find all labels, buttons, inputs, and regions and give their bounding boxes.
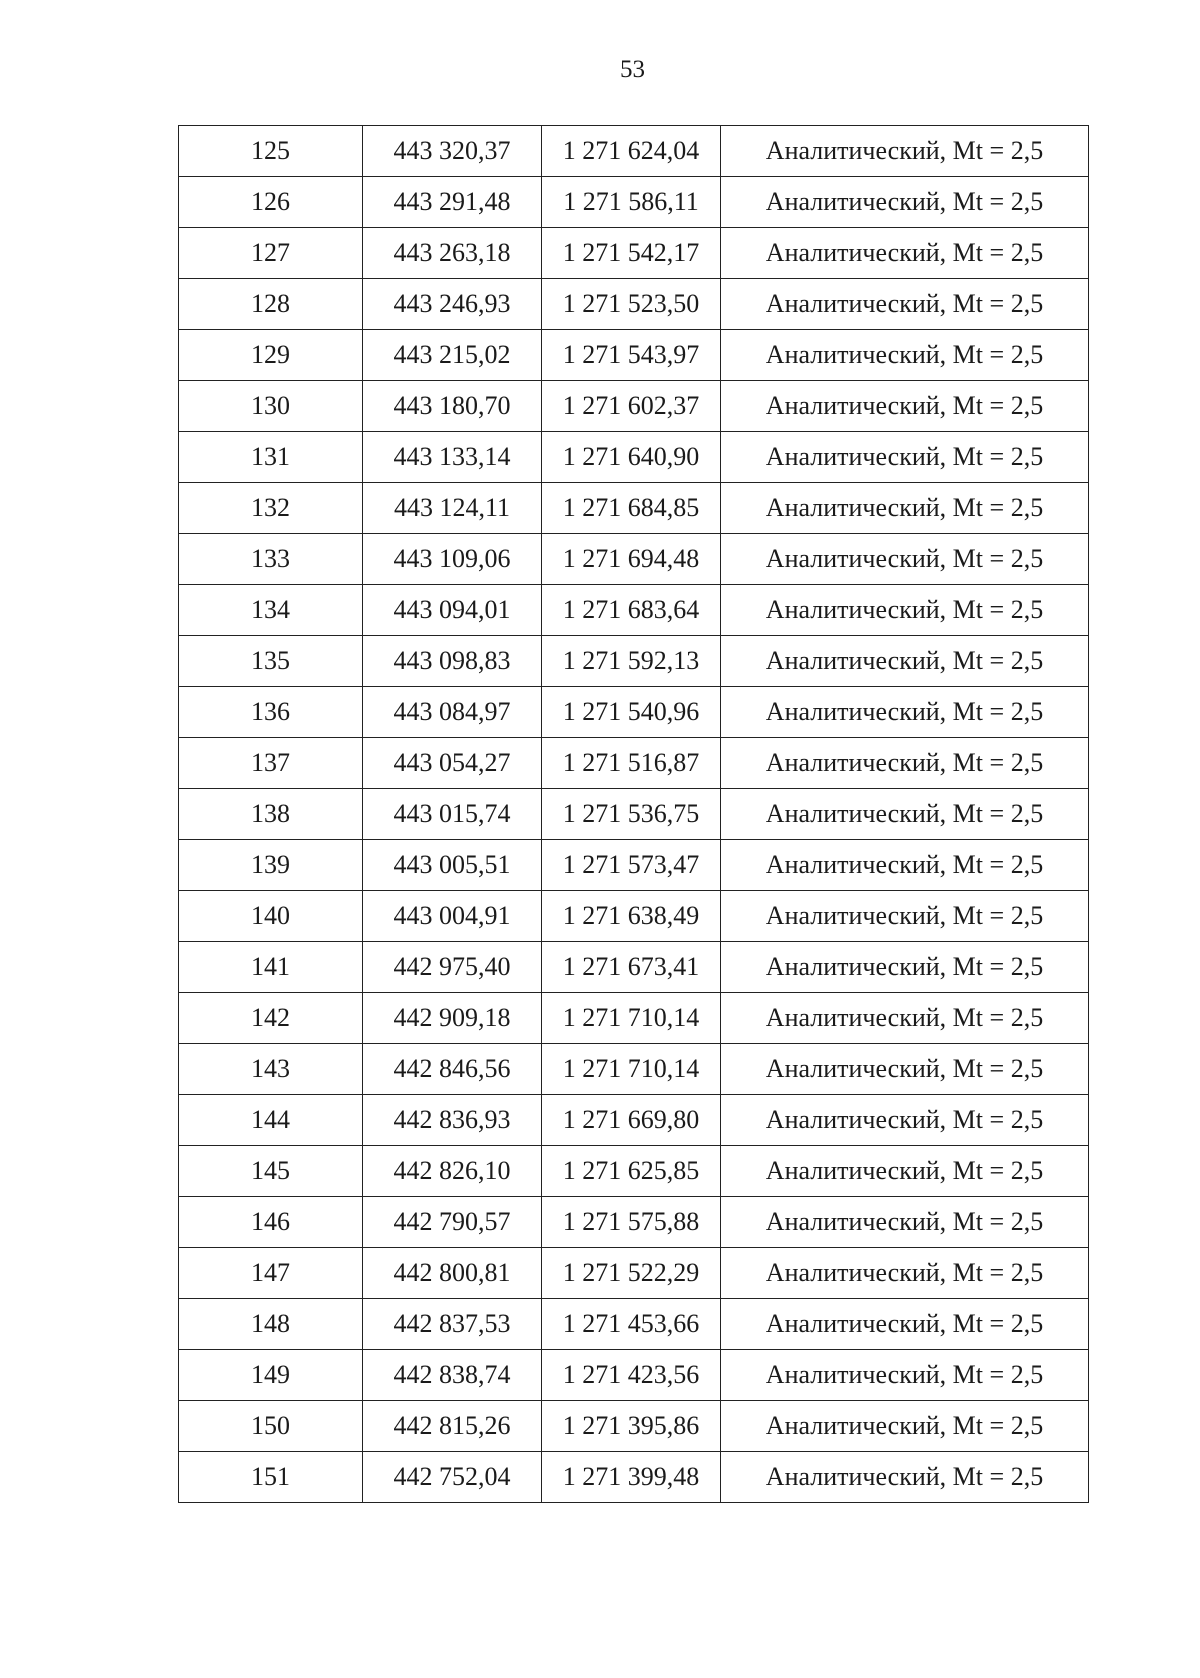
- table-row: [179, 177, 1089, 228]
- method-cell: Аналитический, Mt = 2,5: [721, 177, 1089, 228]
- table-row: [179, 432, 1089, 483]
- method-cell: Аналитический, Mt = 2,5: [721, 789, 1089, 840]
- point-number-cell: 134: [179, 585, 363, 636]
- method-cell: Аналитический, Mt = 2,5: [721, 483, 1089, 534]
- point-number-cell: 131: [179, 432, 363, 483]
- point-number-cell: 133: [179, 534, 363, 585]
- method-cell: Аналитический, Mt = 2,5: [721, 534, 1089, 585]
- table-row: [179, 942, 1089, 993]
- x-coordinate-cell: 443 094,01: [363, 585, 542, 636]
- x-coordinate-cell: 443 263,18: [363, 228, 542, 279]
- table-row: [179, 534, 1089, 585]
- method-cell: Аналитический, Mt = 2,5: [721, 228, 1089, 279]
- x-coordinate-cell: 443 005,51: [363, 840, 542, 891]
- x-coordinate-cell: 443 098,83: [363, 636, 542, 687]
- table-row: [179, 891, 1089, 942]
- point-number-cell: 143: [179, 1044, 363, 1095]
- point-number-cell: 126: [179, 177, 363, 228]
- x-coordinate-cell: 443 320,37: [363, 126, 542, 177]
- y-coordinate-cell: 1 271 423,56: [542, 1350, 721, 1401]
- method-cell: Аналитический, Mt = 2,5: [721, 1146, 1089, 1197]
- x-coordinate-cell: 443 124,11: [363, 483, 542, 534]
- x-coordinate-cell: 442 826,10: [363, 1146, 542, 1197]
- y-coordinate-cell: 1 271 669,80: [542, 1095, 721, 1146]
- y-coordinate-cell: 1 271 522,29: [542, 1248, 721, 1299]
- x-coordinate-cell: 442 800,81: [363, 1248, 542, 1299]
- method-cell: Аналитический, Mt = 2,5: [721, 993, 1089, 1044]
- y-coordinate-cell: 1 271 602,37: [542, 381, 721, 432]
- point-number-cell: 135: [179, 636, 363, 687]
- x-coordinate-cell: 443 291,48: [363, 177, 542, 228]
- method-cell: Аналитический, Mt = 2,5: [721, 126, 1089, 177]
- method-cell: Аналитический, Mt = 2,5: [721, 585, 1089, 636]
- y-coordinate-cell: 1 271 624,04: [542, 126, 721, 177]
- y-coordinate-cell: 1 271 592,13: [542, 636, 721, 687]
- x-coordinate-cell: 442 837,53: [363, 1299, 542, 1350]
- y-coordinate-cell: 1 271 536,75: [542, 789, 721, 840]
- point-number-cell: 142: [179, 993, 363, 1044]
- x-coordinate-cell: 442 975,40: [363, 942, 542, 993]
- coordinates-table: [178, 125, 1089, 1503]
- table-row: [179, 483, 1089, 534]
- method-cell: Аналитический, Mt = 2,5: [721, 381, 1089, 432]
- method-cell: Аналитический, Mt = 2,5: [721, 1401, 1089, 1452]
- table-row: [179, 636, 1089, 687]
- x-coordinate-cell: 443 054,27: [363, 738, 542, 789]
- y-coordinate-cell: 1 271 399,48: [542, 1452, 721, 1503]
- page-number: 53: [620, 56, 645, 83]
- table-row: [179, 1350, 1089, 1401]
- table-row: [179, 1146, 1089, 1197]
- point-number-cell: 129: [179, 330, 363, 381]
- method-cell: Аналитический, Mt = 2,5: [721, 891, 1089, 942]
- method-cell: Аналитический, Mt = 2,5: [721, 738, 1089, 789]
- method-cell: Аналитический, Mt = 2,5: [721, 279, 1089, 330]
- x-coordinate-cell: 443 215,02: [363, 330, 542, 381]
- table-row: [179, 789, 1089, 840]
- y-coordinate-cell: 1 271 710,14: [542, 1044, 721, 1095]
- table-row: [179, 1095, 1089, 1146]
- point-number-cell: 140: [179, 891, 363, 942]
- point-number-cell: 137: [179, 738, 363, 789]
- point-number-cell: 146: [179, 1197, 363, 1248]
- y-coordinate-cell: 1 271 543,97: [542, 330, 721, 381]
- method-cell: Аналитический, Mt = 2,5: [721, 942, 1089, 993]
- table-row: [179, 381, 1089, 432]
- table-body: [179, 126, 1089, 1503]
- table-row: [179, 1197, 1089, 1248]
- point-number-cell: 138: [179, 789, 363, 840]
- y-coordinate-cell: 1 271 573,47: [542, 840, 721, 891]
- y-coordinate-cell: 1 271 516,87: [542, 738, 721, 789]
- table-row: [179, 687, 1089, 738]
- point-number-cell: 151: [179, 1452, 363, 1503]
- table-row: [179, 126, 1089, 177]
- point-number-cell: 141: [179, 942, 363, 993]
- point-number-cell: 149: [179, 1350, 363, 1401]
- x-coordinate-cell: 443 246,93: [363, 279, 542, 330]
- y-coordinate-cell: 1 271 395,86: [542, 1401, 721, 1452]
- method-cell: Аналитический, Mt = 2,5: [721, 1197, 1089, 1248]
- y-coordinate-cell: 1 271 683,64: [542, 585, 721, 636]
- method-cell: Аналитический, Mt = 2,5: [721, 1095, 1089, 1146]
- point-number-cell: 144: [179, 1095, 363, 1146]
- point-number-cell: 136: [179, 687, 363, 738]
- method-cell: Аналитический, Mt = 2,5: [721, 1248, 1089, 1299]
- table-row: [179, 1044, 1089, 1095]
- x-coordinate-cell: 443 133,14: [363, 432, 542, 483]
- point-number-cell: 132: [179, 483, 363, 534]
- y-coordinate-cell: 1 271 523,50: [542, 279, 721, 330]
- y-coordinate-cell: 1 271 575,88: [542, 1197, 721, 1248]
- x-coordinate-cell: 443 109,06: [363, 534, 542, 585]
- x-coordinate-cell: 443 084,97: [363, 687, 542, 738]
- table-row: [179, 738, 1089, 789]
- x-coordinate-cell: 443 015,74: [363, 789, 542, 840]
- table-row: [179, 1401, 1089, 1452]
- point-number-cell: 145: [179, 1146, 363, 1197]
- x-coordinate-cell: 442 846,56: [363, 1044, 542, 1095]
- method-cell: Аналитический, Mt = 2,5: [721, 1350, 1089, 1401]
- x-coordinate-cell: 443 004,91: [363, 891, 542, 942]
- point-number-cell: 150: [179, 1401, 363, 1452]
- y-coordinate-cell: 1 271 638,49: [542, 891, 721, 942]
- method-cell: Аналитический, Mt = 2,5: [721, 636, 1089, 687]
- y-coordinate-cell: 1 271 684,85: [542, 483, 721, 534]
- x-coordinate-cell: 443 180,70: [363, 381, 542, 432]
- x-coordinate-cell: 442 836,93: [363, 1095, 542, 1146]
- point-number-cell: 147: [179, 1248, 363, 1299]
- x-coordinate-cell: 442 838,74: [363, 1350, 542, 1401]
- table-row: [179, 840, 1089, 891]
- x-coordinate-cell: 442 815,26: [363, 1401, 542, 1452]
- x-coordinate-cell: 442 790,57: [363, 1197, 542, 1248]
- y-coordinate-cell: 1 271 625,85: [542, 1146, 721, 1197]
- table-row: [179, 993, 1089, 1044]
- point-number-cell: 125: [179, 126, 363, 177]
- point-number-cell: 139: [179, 840, 363, 891]
- method-cell: Аналитический, Mt = 2,5: [721, 330, 1089, 381]
- point-number-cell: 148: [179, 1299, 363, 1350]
- table-row: [179, 1299, 1089, 1350]
- y-coordinate-cell: 1 271 710,14: [542, 993, 721, 1044]
- y-coordinate-cell: 1 271 640,90: [542, 432, 721, 483]
- method-cell: Аналитический, Mt = 2,5: [721, 432, 1089, 483]
- y-coordinate-cell: 1 271 542,17: [542, 228, 721, 279]
- y-coordinate-cell: 1 271 540,96: [542, 687, 721, 738]
- point-number-cell: 127: [179, 228, 363, 279]
- method-cell: Аналитический, Mt = 2,5: [721, 1299, 1089, 1350]
- method-cell: Аналитический, Mt = 2,5: [721, 687, 1089, 738]
- method-cell: Аналитический, Mt = 2,5: [721, 840, 1089, 891]
- point-number-cell: 130: [179, 381, 363, 432]
- x-coordinate-cell: 442 752,04: [363, 1452, 542, 1503]
- y-coordinate-cell: 1 271 694,48: [542, 534, 721, 585]
- y-coordinate-cell: 1 271 673,41: [542, 942, 721, 993]
- y-coordinate-cell: 1 271 453,66: [542, 1299, 721, 1350]
- method-cell: Аналитический, Mt = 2,5: [721, 1452, 1089, 1503]
- table-row: [179, 228, 1089, 279]
- method-cell: Аналитический, Mt = 2,5: [721, 1044, 1089, 1095]
- point-number-cell: 128: [179, 279, 363, 330]
- table-row: [179, 330, 1089, 381]
- x-coordinate-cell: 442 909,18: [363, 993, 542, 1044]
- y-coordinate-cell: 1 271 586,11: [542, 177, 721, 228]
- table-row: [179, 1248, 1089, 1299]
- table-row: [179, 279, 1089, 330]
- table-row: [179, 1452, 1089, 1503]
- table-row: [179, 585, 1089, 636]
